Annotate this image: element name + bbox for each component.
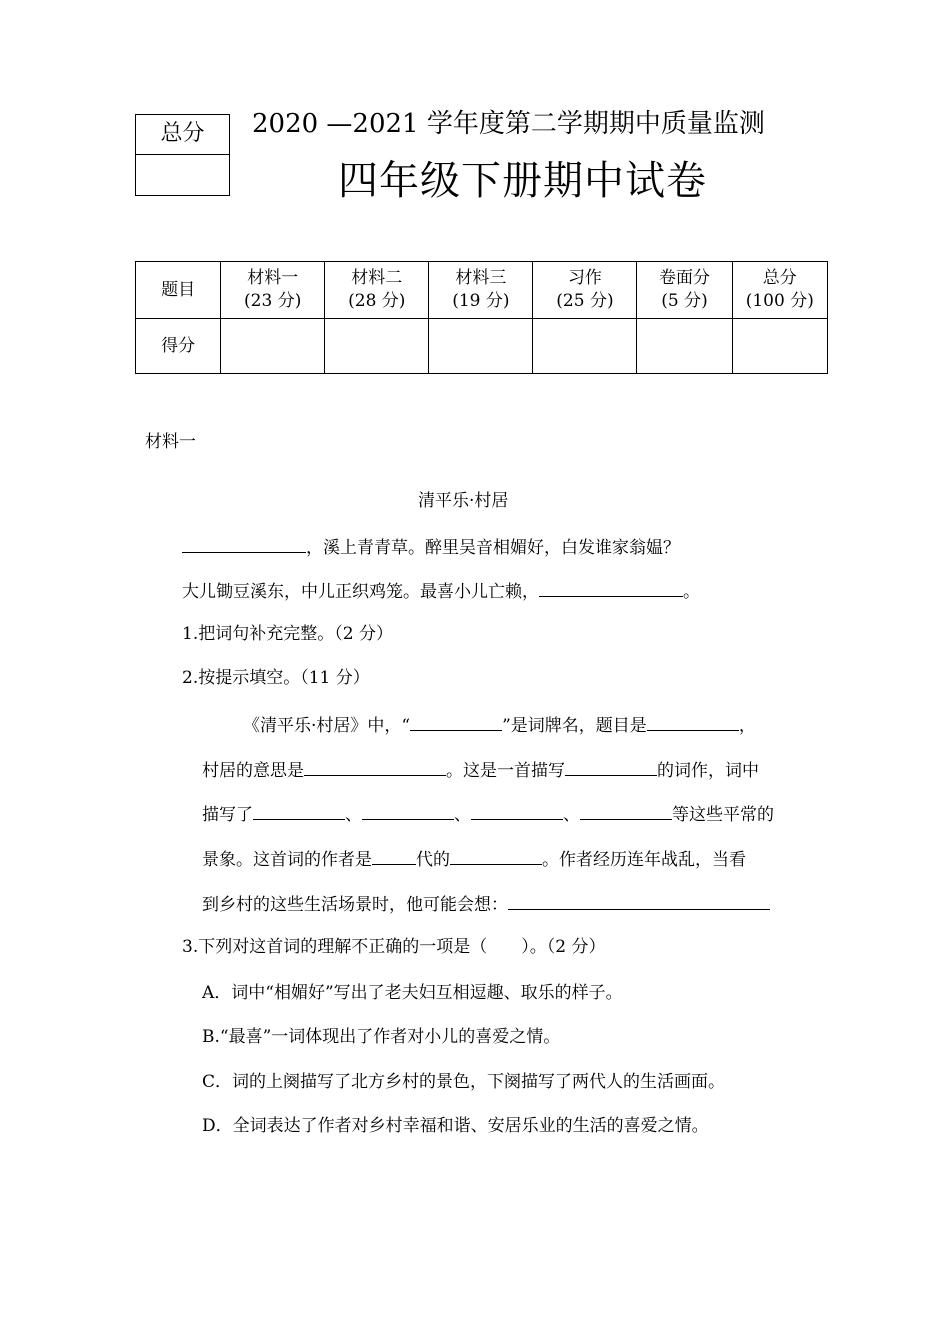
score-table-header-row <box>136 262 828 319</box>
exam-title-line2: 四年级下册期中试卷 <box>338 158 707 204</box>
question-2: 2.按提示填空。（11 分） <box>182 668 370 688</box>
answer-blank[interactable] <box>450 846 542 865</box>
q2-text: 代的 <box>416 850 450 870</box>
q2-sep: 、 <box>454 805 471 825</box>
score-cell[interactable] <box>533 319 637 374</box>
score-cell[interactable] <box>325 319 429 374</box>
col-material-3 <box>429 262 533 319</box>
col-material-1 <box>221 262 325 319</box>
col-points: (23 分) <box>244 291 302 311</box>
q2-text: 等这些平常的 <box>672 805 774 825</box>
q2-text: 。作者经历连年战乱，当看 <box>542 850 746 870</box>
poem-line-1 <box>182 534 680 560</box>
score-table-score-row <box>136 319 828 374</box>
q2-text: 。这是一首描写 <box>446 761 565 781</box>
q2-text: 景象。这首词的作者是 <box>202 850 372 870</box>
score-cell[interactable] <box>732 319 827 374</box>
q2-line-1 <box>243 712 756 738</box>
poem-text: ，溪上青青草。醉里吴音相媚好，白发谁家翁媪？ <box>306 538 680 558</box>
poem-title: 清平乐·村居 <box>418 491 509 511</box>
question-1: 1.把词句补充完整。（2 分） <box>182 624 393 644</box>
col-points: (100 分) <box>745 291 814 311</box>
answer-blank[interactable] <box>253 801 345 820</box>
option-b[interactable]: B.“最喜”一词体现出了作者对小儿的喜爱之情。 <box>202 1027 561 1047</box>
answer-blank[interactable] <box>362 801 454 820</box>
q2-text: 《清平乐·村居》中，“ <box>243 716 411 736</box>
q2-line-3 <box>202 801 774 827</box>
score-table <box>135 261 828 374</box>
total-score-box <box>135 114 230 196</box>
question-3: 3.下列对这首词的理解不正确的一项是（ ）。（2 分） <box>182 937 606 957</box>
col-name: 习作 <box>567 268 602 288</box>
answer-blank[interactable] <box>304 757 446 776</box>
poem-text: 大儿锄豆溪东，中儿正织鸡笼。最喜小儿亡赖， <box>182 582 539 602</box>
q2-sep: 、 <box>563 805 580 825</box>
answer-blank[interactable] <box>508 891 770 910</box>
col-composition <box>533 262 637 319</box>
col-name: 卷面分 <box>659 268 711 288</box>
answer-blank[interactable] <box>471 801 563 820</box>
col-name: 材料一 <box>247 268 299 288</box>
q2-text: ， <box>738 716 756 736</box>
q2-line-4 <box>202 846 746 872</box>
total-score-label: 总分 <box>136 115 229 155</box>
q2-line-2 <box>202 757 759 783</box>
poem-line-2 <box>182 578 700 604</box>
q2-text: 到乡村的这些生活场景时，他可能会想： <box>202 895 508 915</box>
col-points: (19 分) <box>452 291 510 311</box>
q2-text: 村居的意思是 <box>202 761 304 781</box>
q2-text: 描写了 <box>202 805 253 825</box>
total-score-value[interactable] <box>136 155 229 196</box>
q2-sep: 、 <box>345 805 362 825</box>
q2-line-5 <box>202 891 770 917</box>
exam-title-line1: 2020 —2021 学年度第二学期期中质量监测 <box>252 109 765 139</box>
option-c[interactable]: C．词的上阕描写了北方乡村的景色，下阕描写了两代人的生活画面。 <box>202 1072 726 1092</box>
answer-blank[interactable] <box>565 757 657 776</box>
col-name: 材料三 <box>455 268 507 288</box>
answer-blank[interactable] <box>372 846 416 865</box>
q2-text: ”是词牌名，题目是 <box>502 716 647 736</box>
score-cell[interactable] <box>221 319 325 374</box>
col-name: 材料二 <box>351 268 403 288</box>
col-material-2 <box>325 262 429 319</box>
col-points: (28 分) <box>348 291 406 311</box>
answer-blank[interactable] <box>410 712 502 731</box>
answer-blank[interactable] <box>647 712 739 731</box>
col-total <box>732 262 827 319</box>
q2-text: 的词作，词中 <box>657 761 759 781</box>
option-d[interactable]: D．全词表达了作者对乡村幸福和谐、安居乐业的生活的喜爱之情。 <box>202 1116 709 1136</box>
col-points: (25 分) <box>556 291 614 311</box>
row-label-items: 题目 <box>136 262 221 319</box>
section-heading: 材料一 <box>145 432 196 452</box>
score-cell[interactable] <box>637 319 732 374</box>
score-cell[interactable] <box>429 319 533 374</box>
col-points: (5 分) <box>661 291 708 311</box>
answer-blank[interactable] <box>182 534 306 553</box>
row-label-score: 得分 <box>136 319 221 374</box>
col-name: 总分 <box>762 268 797 288</box>
col-neatness <box>637 262 732 319</box>
answer-blank[interactable] <box>580 801 672 820</box>
answer-blank[interactable] <box>539 578 683 597</box>
poem-text: 。 <box>683 582 700 602</box>
option-a[interactable]: A．词中“相媚好”写出了老夫妇互相逗趣、取乐的样子。 <box>202 983 623 1003</box>
